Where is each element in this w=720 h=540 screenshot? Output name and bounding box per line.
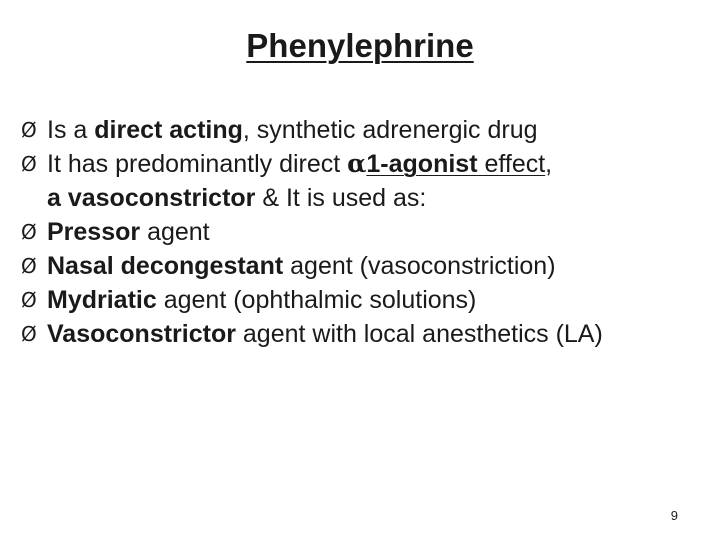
slide-title-text: Phenylephrine — [246, 27, 474, 64]
bullet-emphasis: a vasoconstrictor — [47, 184, 256, 212]
bullet-item — [20, 283, 710, 317]
bullet-emphasis: Mydriatic — [47, 286, 157, 314]
bullet-emphasis: Pressor — [47, 218, 141, 246]
alpha-symbol: α — [347, 149, 367, 178]
arrowhead-bullet-icon: Ø — [21, 152, 37, 176]
bullet-emphasis: 1-agonist — [366, 150, 478, 178]
bullet-list — [20, 113, 710, 351]
bullet-item — [20, 249, 710, 283]
bullet-emphasis: Nasal decongestant — [47, 252, 284, 280]
slide-title — [0, 26, 720, 66]
bullet-text: agent with local anesthetics (LA) — [235, 320, 603, 348]
bullet-text: , — [545, 150, 553, 178]
bullet-text: Is a — [47, 116, 95, 144]
bullet-text: agent — [140, 218, 210, 246]
arrowhead-bullet-icon: Ø — [21, 220, 37, 244]
bullet-item — [20, 113, 710, 147]
bullet-text: & It is used as: — [255, 184, 427, 212]
bullet-item — [20, 317, 710, 351]
bullet-item — [20, 147, 710, 215]
bullet-item — [20, 215, 710, 249]
page-number: 9 — [670, 508, 678, 523]
arrowhead-bullet-icon: Ø — [21, 288, 37, 312]
bullet-emphasis: direct acting — [94, 116, 243, 144]
arrowhead-bullet-icon: Ø — [21, 254, 37, 278]
bullet-text: , synthetic adrenergic drug — [242, 116, 538, 144]
bullet-text: agent (ophthalmic solutions) — [156, 286, 477, 314]
bullet-text: effect — [477, 150, 546, 178]
bullet-emphasis: Vasoconstrictor — [47, 320, 236, 348]
arrowhead-bullet-icon: Ø — [21, 322, 37, 346]
arrowhead-bullet-icon: Ø — [21, 118, 37, 142]
bullet-text: agent (vasoconstriction) — [283, 252, 556, 280]
bullet-text: It has predominantly direct — [47, 150, 348, 178]
